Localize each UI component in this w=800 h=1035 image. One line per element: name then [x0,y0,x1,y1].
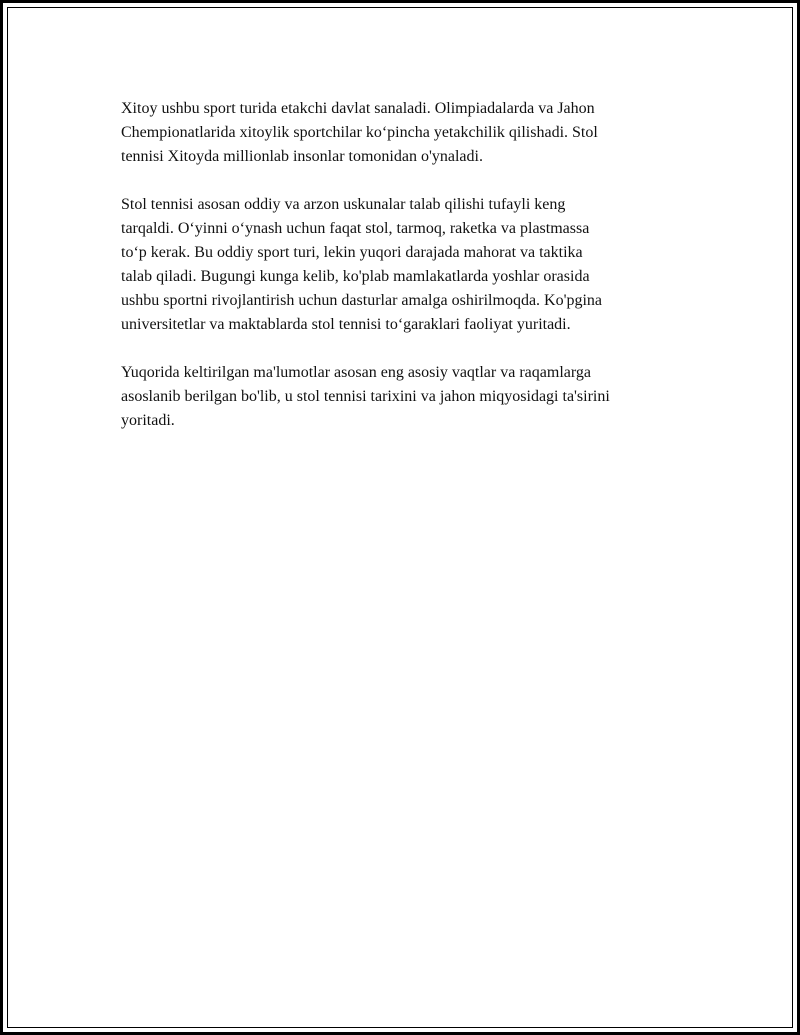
text-line: Chempionatlarida xitoylik sportchilar koʻpincha yetakchilik qilishadi. Stol [121,124,598,141]
text-line: Yuqorida keltirilgan ma'lumotlar asosan eng asosiy vaqtlar va raqamlarga [121,364,591,381]
text-line: Stol tennisi asosan oddiy va arzon uskunalar talab qilishi tufayli keng [121,196,566,213]
text-line: talab qiladi. Bugungi kunga kelib, ko'plab mamlakatlarda yoshlar orasida [121,268,590,285]
text-line: universitetlar va maktablarda stol tennisi toʻgaraklari faoliyat yuritadi. [121,316,571,333]
text-line: asoslanib berilgan bo'lib, u stol tennisi tarixini va jahon miqyosidagi ta'sirini [121,388,610,405]
paragraph-summary [121,361,696,433]
text-line: yoritadi. [121,412,175,429]
text-line: toʻp kerak. Bu oddiy sport turi, lekin yuqori darajada mahorat va taktika [121,244,583,261]
paragraph-china-leadership [121,97,696,169]
text-line: Xitoy ushbu sport turida etakchi davlat sanaladi. Olimpiadalarda va Jahon [121,100,595,117]
text-line: ushbu sportni rivojlantirish uchun dasturlar amalga oshirilmoqda. Ko'pgina [121,292,603,309]
text-line: tennisi Xitoyda millionlab insonlar tomonidan o'ynaladi. [121,148,483,165]
paragraph-equipment [121,193,696,337]
document-body [121,97,696,457]
text-line: tarqaldi. Oʻyinni oʻynash uchun faqat stol, tarmoq, raketka va plastmassa [121,220,590,237]
